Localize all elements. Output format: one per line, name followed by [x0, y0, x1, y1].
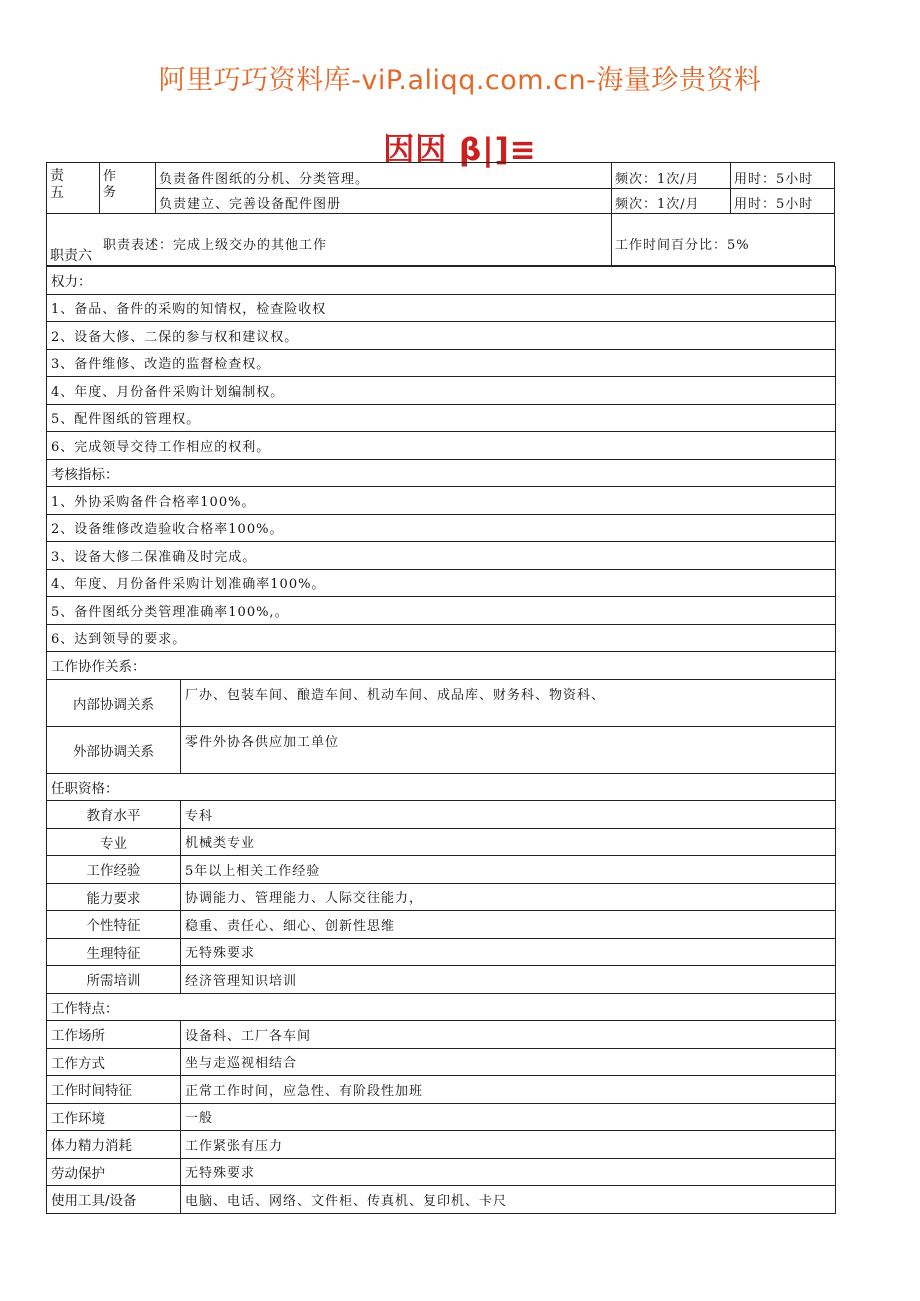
right-item: 5、配件图纸的管理权。	[47, 404, 836, 432]
work-feature-value: 电脑、电话、网络、文件柜、传真机、复印机、卡尺	[181, 1186, 836, 1214]
duties-block	[46, 162, 835, 266]
work-feature-value: 工作紧张有压力	[181, 1131, 836, 1159]
qualification-label: 专业	[47, 828, 181, 856]
qualification-value: 稳重、责任心、细心、创新性思维	[181, 911, 836, 939]
work-feature-label: 工作环境	[47, 1103, 181, 1131]
task2-duration: 用时：5小时	[734, 197, 814, 212]
qualification-label: 生理特征	[47, 938, 181, 966]
site-banner: 阿里巧巧资料库-viP.aliqq.com.cn-海量珍贵资料	[158, 65, 762, 96]
duty6-label: 职责六	[50, 248, 92, 264]
external-relations-value: 零件外协各供应加工单位	[181, 726, 836, 773]
work-feature-label: 使用工具/设备	[47, 1186, 181, 1214]
duty5-sub-b: 务	[103, 185, 118, 200]
task1-frequency: 频次：1次/月	[615, 172, 700, 187]
work-feature-value: 无特殊要求	[181, 1158, 836, 1186]
kpi-item: 4、年度、月份备件采购计划准确率100%。	[47, 569, 836, 597]
work-feature-value: 坐与走巡视相结合	[181, 1048, 836, 1076]
kpi-item: 5、备件图纸分类管理准确率100%,。	[47, 597, 836, 625]
task1-duration: 用时：5小时	[734, 172, 814, 187]
task2-text: 负责建立、完善设备配件图册	[159, 197, 342, 212]
duty5-label-a: 责	[50, 168, 64, 184]
work-feature-label: 工作方式	[47, 1048, 181, 1076]
internal-relations-value: 厂办、包装车间、酿造车间、机动车间、成品库、财务科、物资科、	[181, 679, 836, 726]
qualification-label: 个性特征	[47, 911, 181, 939]
right-item: 6、完成领导交待工作相应的权利。	[47, 432, 836, 460]
qualification-label: 工作经验	[47, 856, 181, 884]
work-feature-value: 正常工作时间，应急性、有阶段性加班	[181, 1076, 836, 1104]
kpi-item: 2、设备维修改造验收合格率100%。	[47, 514, 836, 542]
relations-title: 工作协作关系：	[47, 652, 836, 680]
qualification-value: 机械类专业	[181, 828, 836, 856]
kpi-item: 3、设备大修二保准确及时完成。	[47, 542, 836, 570]
kpi-item: 1、外协采购备件合格率100%。	[47, 487, 836, 515]
right-item: 3、备件维修、改造的监督检查权。	[47, 349, 836, 377]
kpi-item: 6、达到领导的要求。	[47, 624, 836, 652]
external-relations-label: 外部协调关系	[47, 726, 181, 773]
qualification-value: 5年以上相关工作经验	[181, 856, 836, 884]
right-item: 4、年度、月份备件采购计划编制权。	[47, 377, 836, 405]
qualification-label: 所需培训	[47, 966, 181, 994]
qualification-value: 无特殊要求	[181, 938, 836, 966]
duty5-sub-a: 作	[103, 169, 118, 184]
qualification-value: 专科	[181, 801, 836, 829]
task2-frequency: 频次：1次/月	[615, 197, 700, 212]
duty6-percentage: 工作时间百分比：5%	[615, 238, 750, 253]
rights-title: 权力：	[47, 267, 836, 295]
work-feature-value: 设备科、工厂各车间	[181, 1021, 836, 1049]
duty6-description: 职责表述：完成上级交办的其他工作	[103, 238, 328, 253]
main-table	[46, 266, 836, 1214]
qualification-label: 教育水平	[47, 801, 181, 829]
work-feature-value: 一般	[181, 1103, 836, 1131]
qualification-value: 协调能力、管理能力、人际交往能力，	[181, 883, 836, 911]
qualifications-title: 任职资格：	[47, 773, 836, 801]
work-feature-label: 劳动保护	[47, 1158, 181, 1186]
duty5-label-b: 五	[50, 185, 64, 201]
work-feature-label: 工作场所	[47, 1021, 181, 1049]
work-feature-label: 体力精力消耗	[47, 1131, 181, 1159]
work-feature-label: 工作时间特征	[47, 1076, 181, 1104]
right-item: 1、备品、备件的采购的知情权，检查险收权	[47, 294, 836, 322]
page-subtitle: 因因 β|]≡	[383, 132, 537, 168]
qualification-value: 经济管理知识培训	[181, 966, 836, 994]
work-features-title: 工作特点：	[47, 993, 836, 1021]
internal-relations-label: 内部协调关系	[47, 679, 181, 726]
kpi-title: 考核指标：	[47, 459, 836, 487]
task1-text: 负责备件图纸的分机、分类管理。	[159, 172, 370, 187]
qualification-label: 能力要求	[47, 883, 181, 911]
right-item: 2、设备大修、二保的参与权和建议权。	[47, 322, 836, 350]
